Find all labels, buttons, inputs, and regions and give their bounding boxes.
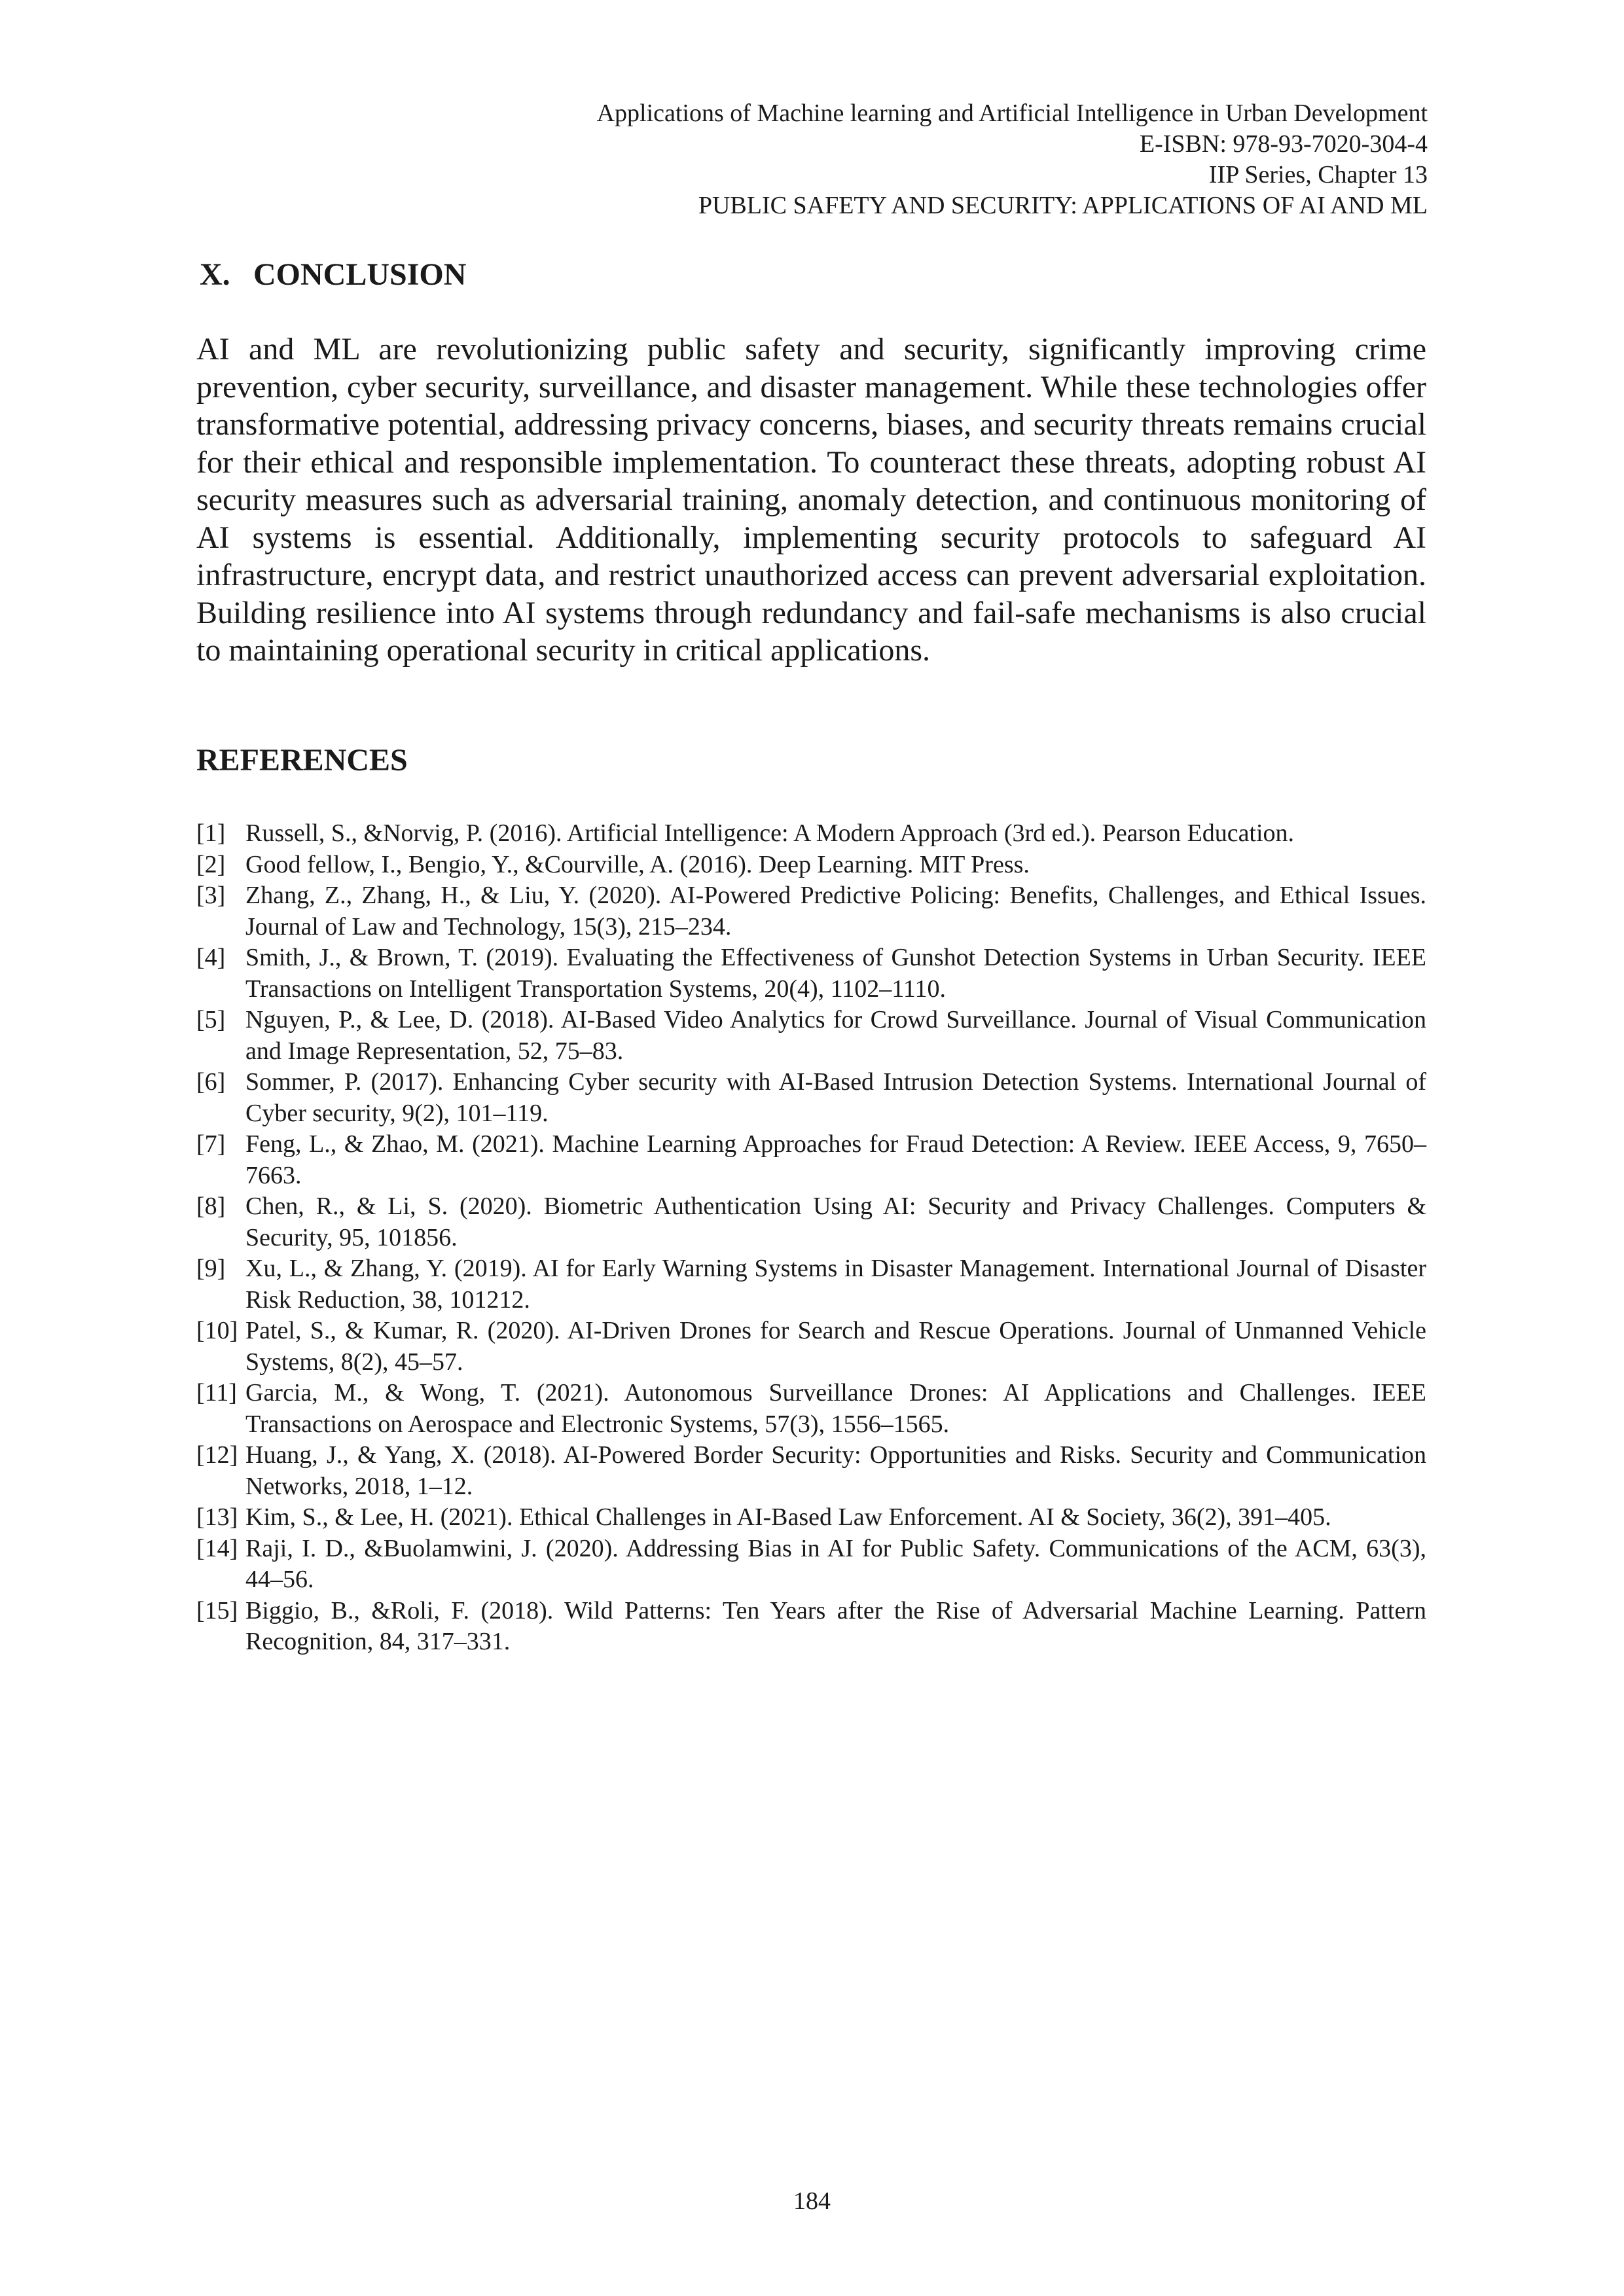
- reference-list: [196, 818, 1426, 1658]
- reference-item: [196, 1378, 1426, 1440]
- reference-number: [2]: [196, 850, 226, 878]
- reference-number: [6]: [196, 1068, 226, 1096]
- header-chapter-title: PUBLIC SAFETY AND SECURITY: APPLICATIONS OF AI AND ML: [698, 192, 1428, 219]
- reference-number: [4]: [196, 944, 226, 971]
- reference-item: [196, 880, 1426, 942]
- conclusion-section-number: X.: [200, 257, 230, 292]
- reference-text: Garcia, M., & Wong, T. (2021). Autonomous Surveillance Drones: AI Applications and Challenges. IEEE Transactions on Aerospace and Electronic Systems, 57(3), 1556–1565.: [245, 1379, 1426, 1438]
- reference-item: [196, 1067, 1426, 1129]
- reference-text: Smith, J., & Brown, T. (2019). Evaluating the Effectiveness of Gunshot Detection Systems in Urban Security. IEEE Transactions on Intelligent Transportation Systems, 20(4), 1102–1110.: [245, 944, 1426, 1003]
- reference-item: [196, 850, 1426, 881]
- reference-number: [7]: [196, 1130, 226, 1158]
- reference-text: Zhang, Z., Zhang, H., & Liu, Y. (2020). AI-Powered Predictive Policing: Benefits, Challenges, and Ethical Issues. Journal of Law and Technology, 15(3), 215–234.: [245, 882, 1426, 941]
- reference-number: [15]: [196, 1596, 238, 1624]
- reference-number: [13]: [196, 1503, 238, 1531]
- header-book-title: Applications of Machine learning and Artificial Intelligence in Urban Development: [596, 99, 1428, 127]
- reference-number: [9]: [196, 1255, 226, 1282]
- header-series-chapter: IIP Series, Chapter 13: [1208, 161, 1428, 188]
- reference-text: Patel, S., & Kumar, R. (2020). AI-Driven Drones for Search and Rescue Operations. Journal of Unmanned Vehicle Systems, 8(2), 45–57.: [245, 1317, 1426, 1376]
- conclusion-title: CONCLUSION: [253, 257, 467, 292]
- reference-text: Nguyen, P., & Lee, D. (2018). AI-Based Video Analytics for Crowd Surveillance. Journal of Visual Communication and Image Representation, 52, 75–83.: [245, 1006, 1426, 1065]
- reference-number: [8]: [196, 1193, 226, 1220]
- reference-item: [196, 1440, 1426, 1502]
- reference-text: Feng, L., & Zhao, M. (2021). Machine Learning Approaches for Fraud Detection: A Review. IEEE Access, 9, 7650–7663.: [245, 1130, 1426, 1189]
- reference-number: [5]: [196, 1006, 226, 1033]
- page-number: 184: [793, 2187, 831, 2215]
- reference-item: [196, 1191, 1426, 1253]
- reference-item: [196, 1534, 1426, 1596]
- reference-text: Sommer, P. (2017). Enhancing Cyber security with AI-Based Intrusion Detection Systems. International Journal of Cyber security, 9(2), 101–119.: [245, 1068, 1426, 1127]
- reference-number: [14]: [196, 1534, 238, 1562]
- reference-text: Raji, I. D., &Buolamwini, J. (2020). Addressing Bias in AI for Public Safety. Communications of the ACM, 63(3), 44–56.: [245, 1534, 1426, 1593]
- conclusion-heading: [200, 255, 466, 295]
- reference-item: [196, 1253, 1426, 1316]
- reference-item: [196, 1316, 1426, 1378]
- reference-item: [196, 1005, 1426, 1067]
- reference-number: [10]: [196, 1317, 238, 1344]
- reference-text: Chen, R., & Li, S. (2020). Biometric Authentication Using AI: Security and Privacy Challenges. Computers & Security, 95, 101856.: [245, 1193, 1426, 1251]
- reference-item: [196, 818, 1426, 850]
- reference-text: Xu, L., & Zhang, Y. (2019). AI for Early Warning Systems in Disaster Management. International Journal of Disaster Risk Reduction, 38, 101212.: [245, 1255, 1426, 1314]
- references-heading: REFERENCES: [196, 743, 408, 778]
- reference-item: [196, 942, 1426, 1005]
- reference-text: Biggio, B., &Roli, F. (2018). Wild Patterns: Ten Years after the Rise of Adversarial Machine Learning. Pattern Recognition, 84, 317–331.: [245, 1596, 1426, 1655]
- reference-number: [12]: [196, 1441, 238, 1469]
- reference-number: [1]: [196, 819, 226, 847]
- conclusion-paragraph: AI and ML are revolutionizing public safety and security, significantly improving crime prevention, cyber security, surveillance, and disaster management. While these technologies offer transformative potential, addressing privacy concerns, biases, and security threats remains crucial for their ethical and responsible implementation. To counteract these threats, adopting robust AI security measures such as adversarial training, anomaly detection, and continuous monitoring of AI systems is essential. Additionally, implementing security protocols to safeguard AI infrastructure, encrypt data, and restrict unauthorized access can prevent adversarial exploitation. Building resilience into AI systems through redundancy and fail-safe mechanisms is also crucial to maintaining operational security in critical applications.: [196, 332, 1426, 668]
- header-isbn: E-ISBN: 978-93-7020-304-4: [1139, 130, 1428, 158]
- reference-item: [196, 1596, 1426, 1658]
- running-header: [249, 98, 1428, 221]
- reference-text: Russell, S., &Norvig, P. (2016). Artificial Intelligence: A Modern Approach (3rd ed.). Pearson Education.: [245, 819, 1295, 847]
- reference-number: [3]: [196, 882, 226, 909]
- reference-text: Huang, J., & Yang, X. (2018). AI-Powered Border Security: Opportunities and Risks. Security and Communication Networks, 2018, 1–12.: [245, 1441, 1426, 1500]
- reference-item: [196, 1129, 1426, 1191]
- reference-text: Good fellow, I., Bengio, Y., &Courville, A. (2016). Deep Learning. MIT Press.: [245, 850, 1030, 878]
- reference-item: [196, 1502, 1426, 1534]
- reference-number: [11]: [196, 1379, 237, 1407]
- reference-text: Kim, S., & Lee, H. (2021). Ethical Challenges in AI-Based Law Enforcement. AI & Society, 36(2), 391–405.: [245, 1503, 1331, 1531]
